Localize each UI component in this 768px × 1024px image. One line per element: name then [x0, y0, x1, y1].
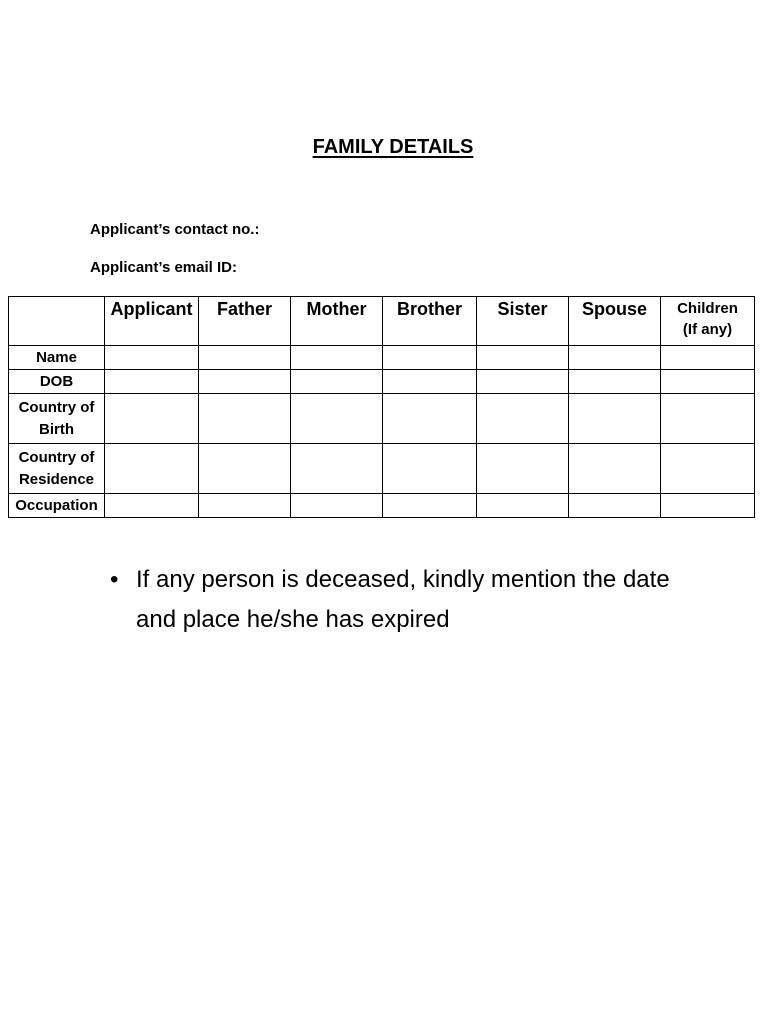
header-father: Father	[199, 297, 291, 346]
cell-applicant-name[interactable]	[105, 346, 199, 370]
table-row	[9, 394, 755, 444]
cell-mother-name[interactable]	[291, 346, 383, 370]
header-spouse: Spouse	[569, 297, 661, 346]
cell-brother-occupation[interactable]	[383, 494, 477, 518]
table-row	[9, 346, 755, 370]
row-label-country-of-residence	[9, 444, 105, 494]
family-details-table	[8, 296, 755, 518]
cell-spouse-birth-country[interactable]	[569, 394, 661, 444]
cell-children-occupation[interactable]	[661, 494, 755, 518]
cell-children-name[interactable]	[661, 346, 755, 370]
cell-father-occupation[interactable]	[199, 494, 291, 518]
cell-spouse-occupation[interactable]	[569, 494, 661, 518]
header-children-line1: Children	[677, 300, 738, 317]
cell-applicant-residence-country[interactable]	[105, 444, 199, 494]
cell-applicant-birth-country[interactable]	[105, 394, 199, 444]
row-label-dob: DOB	[9, 370, 105, 394]
row-label-line: Country of	[18, 448, 95, 466]
table-row	[9, 444, 755, 494]
cell-applicant-dob[interactable]	[105, 370, 199, 394]
cell-children-residence-country[interactable]	[661, 444, 755, 494]
cell-brother-dob[interactable]	[383, 370, 477, 394]
cell-sister-dob[interactable]	[477, 370, 569, 394]
page-title: FAMILY DETAILS	[312, 136, 474, 158]
header-children-line2: (If any)	[682, 321, 733, 338]
header-brother: Brother	[383, 297, 477, 346]
cell-mother-occupation[interactable]	[291, 494, 383, 518]
cell-children-dob[interactable]	[661, 370, 755, 394]
header-mother: Mother	[291, 297, 383, 346]
cell-spouse-dob[interactable]	[569, 370, 661, 394]
cell-brother-name[interactable]	[383, 346, 477, 370]
table-row	[9, 370, 755, 394]
cell-father-residence-country[interactable]	[199, 444, 291, 494]
cell-sister-name[interactable]	[477, 346, 569, 370]
row-label-line: Residence	[18, 470, 95, 488]
cell-father-name[interactable]	[199, 346, 291, 370]
table-header-row	[9, 297, 755, 346]
cell-sister-birth-country[interactable]	[477, 394, 569, 444]
deceased-note	[110, 560, 670, 640]
row-label-country-of-birth	[9, 394, 105, 444]
row-label-line: Country of	[18, 398, 95, 416]
cell-brother-residence-country[interactable]	[383, 444, 477, 494]
contact-number-label: Applicant’s contact no.:	[90, 221, 260, 238]
email-id-label: Applicant’s email ID:	[90, 259, 237, 276]
table-row	[9, 494, 755, 518]
header-sister: Sister	[477, 297, 569, 346]
cell-sister-occupation[interactable]	[477, 494, 569, 518]
cell-sister-residence-country[interactable]	[477, 444, 569, 494]
cell-mother-dob[interactable]	[291, 370, 383, 394]
header-corner-cell	[9, 297, 105, 346]
cell-brother-birth-country[interactable]	[383, 394, 477, 444]
cell-children-birth-country[interactable]	[661, 394, 755, 444]
cell-father-birth-country[interactable]	[199, 394, 291, 444]
cell-applicant-occupation[interactable]	[105, 494, 199, 518]
bullet-icon: •	[110, 566, 119, 593]
cell-father-dob[interactable]	[199, 370, 291, 394]
cell-mother-birth-country[interactable]	[291, 394, 383, 444]
cell-spouse-residence-country[interactable]	[569, 444, 661, 494]
cell-spouse-name[interactable]	[569, 346, 661, 370]
row-label-line: Birth	[39, 420, 74, 438]
header-applicant: Applicant	[105, 297, 199, 346]
row-label-occupation: Occupation	[9, 494, 105, 518]
row-label-name: Name	[9, 346, 105, 370]
header-children	[661, 297, 755, 346]
cell-mother-residence-country[interactable]	[291, 444, 383, 494]
deceased-note-text: If any person is deceased, kindly mention the date and place he/she has expired	[136, 566, 670, 633]
